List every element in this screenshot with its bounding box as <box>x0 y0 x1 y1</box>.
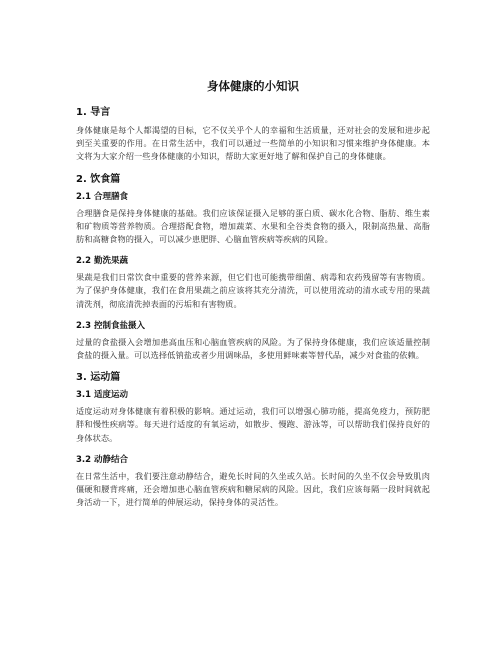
subsection-heading-salt-control: 2.3 控制食盐摄入 <box>76 320 146 331</box>
document-content <box>76 78 430 518</box>
section-heading-intro: 1. 导言 <box>76 107 111 118</box>
section-heading-diet: 2. 饮食篇 <box>76 173 121 185</box>
subsection-heading-balanced-diet: 2.1 合理膳食 <box>76 191 129 202</box>
paragraph-balanced-diet: 合理膳食是保持身体健康的基础。我们应该保证摄入足够的蛋白质、碳水化合物、脂肪、维生素和矿物质等营养物质。合理搭配食物，增加蔬菜、水果和全谷类食物的摄入，限制高热量、高脂肪和高糖食物的摄入，可以减少患肥胖、心脑血管疾病等疾病的风险。 <box>76 207 430 245</box>
paragraph-balance-activity: 在日常生活中，我们要注意动静结合，避免长时间的久坐或久站。长时间的久坐不仅会导致肌肉僵硬和腰背疼痛，还会增加患心脑血管疾病和糖尿病的风险。因此，我们应该每隔一段时间就起身活动一下，进行简单的伸展运动，保持身体的灵活性。 <box>76 470 430 508</box>
document-title: 身体健康的小知识 <box>207 79 299 93</box>
paragraph-salt-control: 过量的食盐摄入会增加患高血压和心脑血管疾病的风险。为了保持身体健康，我们应该适量控制食盐的摄入量。可以选择低钠盐或者少用调味品，多使用鲜味素等替代品，减少对食盐的依赖。 <box>76 336 430 361</box>
subsection-heading-balance-activity: 3.2 动静结合 <box>76 454 129 465</box>
subsection-heading-moderate-exercise: 3.1 适度运动 <box>76 390 129 401</box>
paragraph-wash-produce: 果蔬是我们日常饮食中重要的营养来源，但它们也可能携带细菌、病毒和农药残留等有害物质。为了保护身体健康，我们在食用果蔬之前应该将其充分清洗，可以使用流动的清水或专用的果蔬清洗剂，彻底清洗掉表面的污垢和有害物质。 <box>76 272 430 309</box>
paragraph-intro: 身体健康是每个人都渴望的目标，它不仅关乎个人的幸福和生活质量，还对社会的发展和进步起到至关重要的作用。在日常生活中，我们可以通过一些简单的小知识和习惯来维护身体健康。本文将为大家介绍一些身体健康的小知识，帮助大家更好地了解和保护自己的身体健康。 <box>76 125 430 162</box>
paragraph-moderate-exercise: 适度运动对身体健康有着积极的影响。通过运动，我们可以增强心肺功能，提高免疫力，预防肥胖和慢性疾病等。每天进行适度的有氧运动，如散步、慢跑、游泳等，可以帮助我们保持良好的身体状态。 <box>76 406 430 443</box>
subsection-heading-wash-produce: 2.2 勤洗果蔬 <box>76 256 129 267</box>
section-heading-exercise: 3. 运动篇 <box>76 372 121 384</box>
